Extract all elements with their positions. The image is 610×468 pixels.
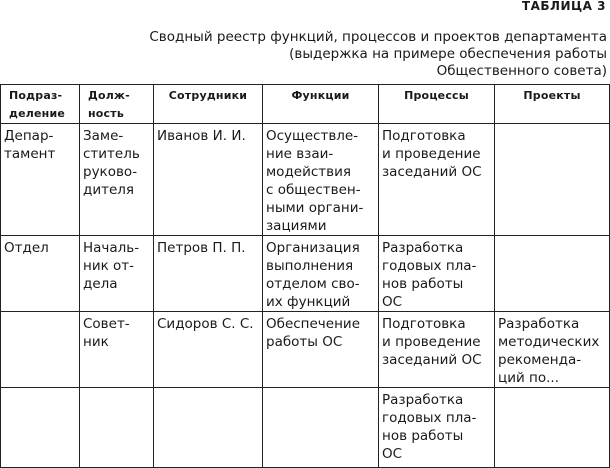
cell-position: Заме- ститель руково- дителя [80, 124, 154, 236]
table-row [1, 312, 610, 388]
cell-function [263, 388, 379, 468]
cell-process: Разработка годовых пла- нов работы ОС [379, 388, 495, 468]
caption-line-2: (выдержка на примере обеспечения работы [289, 46, 607, 62]
header-processes: Процессы [379, 85, 495, 124]
caption-line-3: Общественного совета) [436, 63, 607, 79]
cell-project [495, 124, 610, 236]
table-number-label: ТАБЛИЦА 3 [521, 0, 606, 13]
cell-division [1, 388, 80, 468]
caption-line-1: Сводный реестр функций, процессов и проектов департамента [149, 29, 607, 45]
header-division: Подраз- деление [1, 85, 80, 124]
header-position: Долж- ность [80, 85, 154, 124]
cell-function: Осуществле- ние взаи- модействия с обществен- ными органи- зациями [263, 124, 379, 236]
header-employees: Сотрудники [154, 85, 263, 124]
cell-process: Подготовка и проведение заседаний ОС [379, 312, 495, 388]
cell-process: Подготовка и проведение заседаний ОС [379, 124, 495, 236]
cell-project [495, 388, 610, 468]
cell-employee: Иванов И. И. [154, 124, 263, 236]
table-row [1, 124, 610, 236]
cell-function: Организация выполнения отделом сво- их функций [263, 236, 379, 312]
cell-function: Обеспечение работы ОС [263, 312, 379, 388]
table-row [1, 236, 610, 312]
cell-employee: Петров П. П. [154, 236, 263, 312]
header-functions: Функции [263, 85, 379, 124]
table-row [1, 388, 610, 468]
cell-project: Разработка методических рекоменда- ций по... [495, 312, 610, 388]
cell-position: Совет- ник [80, 312, 154, 388]
table-header-row [1, 85, 610, 124]
cell-project [495, 236, 610, 312]
cell-process: Разработка годовых пла- нов работы ОС [379, 236, 495, 312]
cell-division: Депар- тамент [1, 124, 80, 236]
cell-division [1, 312, 80, 388]
registry-table [0, 84, 610, 468]
table-caption [47, 29, 607, 80]
cell-employee [154, 388, 263, 468]
cell-employee: Сидоров С. С. [154, 312, 263, 388]
cell-division: Отдел [1, 236, 80, 312]
cell-position [80, 388, 154, 468]
cell-position: Началь- ник от- дела [80, 236, 154, 312]
header-projects: Проекты [495, 85, 610, 124]
